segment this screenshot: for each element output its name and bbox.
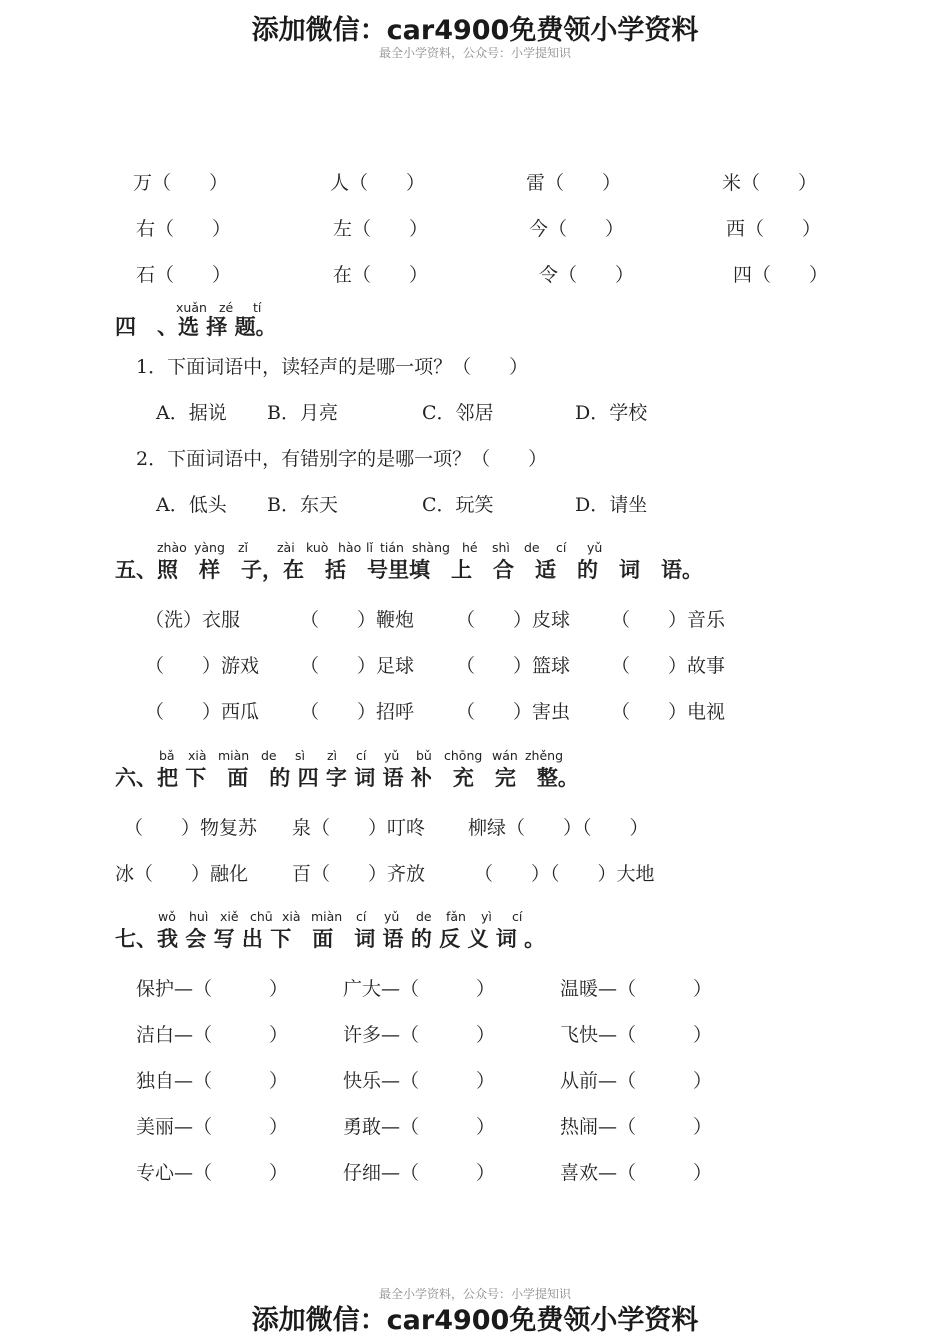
option: B．东天: [267, 494, 338, 516]
idiom-item: （ ）物复苏: [124, 817, 258, 839]
fill-item: （ ）游戏: [145, 655, 260, 677]
fill-item: （ ）故事: [611, 655, 726, 677]
antonym-item: 保护—（ ）: [136, 978, 289, 1000]
char-cell: 雷（ ）: [526, 172, 622, 194]
fill-item: （ ）皮球: [456, 609, 571, 631]
fill-item: （ ）篮球: [456, 655, 571, 677]
watermark-bottom: 添加微信：car4900免费领小学资料: [251, 1305, 699, 1336]
pinyin: zhào: [157, 540, 187, 555]
antonym-item: 洁白—（ ）: [136, 1024, 289, 1046]
pinyin: bǔ: [416, 748, 432, 763]
antonym-item: 热闹—（ ）: [560, 1116, 713, 1138]
pinyin: wán: [492, 748, 518, 763]
option: A．低头: [156, 494, 227, 516]
pinyin: cí: [356, 909, 367, 924]
pinyin: cí: [356, 748, 367, 763]
char-cell: 西（ ）: [726, 218, 822, 240]
pinyin: cí: [512, 909, 523, 924]
char-cell: 今（ ）: [529, 218, 625, 240]
char-cell: 人（ ）: [330, 172, 426, 194]
pinyin: yǔ: [384, 909, 400, 924]
option: C．玩笑: [422, 494, 494, 516]
option: C．邻居: [422, 402, 494, 424]
pinyin: zhěng: [525, 748, 564, 763]
option: D．请坐: [575, 494, 648, 516]
pinyin: fǎn: [446, 909, 466, 924]
pinyin: hé: [462, 540, 478, 555]
antonym-item: 独自—（ ）: [136, 1070, 289, 1092]
char-cell: 在（ ）: [333, 264, 429, 286]
pinyin: xiě: [220, 909, 239, 924]
antonym-item: 温暖—（ ）: [560, 978, 713, 1000]
char-cell: 米（ ）: [722, 172, 818, 194]
pinyin: zǐ: [238, 540, 249, 555]
option: B．月亮: [267, 402, 338, 424]
pinyin: lǐ: [366, 540, 373, 555]
antonym-item: 专心—（ ）: [136, 1162, 289, 1184]
antonym-item: 美丽—（ ）: [136, 1116, 289, 1138]
pinyin: miàn: [218, 748, 250, 763]
pinyin: bǎ: [159, 748, 175, 763]
antonym-item: 从前—（ ）: [560, 1070, 713, 1092]
pinyin: xuǎn: [176, 300, 207, 315]
question-1: 1．下面词语中，读轻声的是哪一项？（ ）: [136, 356, 529, 378]
pinyin: tí: [253, 300, 262, 315]
idiom-item: （ ）（ ）大地: [474, 863, 655, 885]
antonym-item: 飞快—（ ）: [560, 1024, 713, 1046]
fill-item: （ ）西瓜: [145, 701, 260, 723]
pinyin: shàng: [412, 540, 450, 555]
pinyin: yǔ: [384, 748, 400, 763]
antonym-item: 快乐—（ ）: [343, 1070, 496, 1092]
fill-item: （ ）足球: [300, 655, 415, 677]
fill-item: （洗）衣服: [145, 609, 241, 631]
antonym-item: 勇敢—（ ）: [343, 1116, 496, 1138]
option: A．据说: [156, 402, 227, 424]
pinyin: kuò: [306, 540, 329, 555]
pinyin: hào: [338, 540, 362, 555]
idiom-item: 百（ ）齐放: [292, 863, 426, 885]
section-5-title: 五、照 样 子，在 括 号里填 上 合 适 的 词 语。: [115, 558, 703, 582]
pinyin: sì: [295, 748, 305, 763]
char-cell: 四（ ）: [733, 264, 829, 286]
pinyin: chōng: [444, 748, 483, 763]
char-cell: 右（ ）: [136, 218, 232, 240]
watermark-top: 添加微信：car4900免费领小学资料: [251, 15, 699, 46]
header-faint-text: 最全小学资料，公众号：小学提知识: [378, 46, 571, 60]
pinyin: cí: [556, 540, 567, 555]
idiom-item: 柳绿（ ）（ ）: [468, 817, 649, 839]
pinyin: tián: [380, 540, 404, 555]
antonym-item: 喜欢—（ ）: [560, 1162, 713, 1184]
pinyin: miàn: [311, 909, 343, 924]
pinyin: xià: [188, 748, 207, 763]
pinyin: chū: [250, 909, 273, 924]
section-4-title: 四 、选 择 题。: [115, 315, 277, 339]
pinyin: huì: [189, 909, 209, 924]
pinyin: yǔ: [587, 540, 603, 555]
pinyin: wǒ: [158, 909, 176, 924]
question-2: 2．下面词语中，有错别字的是哪一项？（ ）: [136, 448, 548, 470]
antonym-item: 许多—（ ）: [343, 1024, 496, 1046]
footer-faint-text: 最全小学资料，公众号：小学提知识: [378, 1287, 571, 1301]
fill-item: （ ）音乐: [611, 609, 726, 631]
pinyin: zài: [277, 540, 295, 555]
fill-item: （ ）招呼: [300, 701, 415, 723]
pinyin: de: [524, 540, 540, 555]
pinyin: shì: [492, 540, 510, 555]
pinyin: zé: [219, 300, 234, 315]
pinyin: xià: [282, 909, 301, 924]
pinyin: zì: [327, 748, 338, 763]
section-6-title: 六、把 下 面 的 四 字 词 语 补 充 完 整。: [115, 766, 579, 790]
char-cell: 万（ ）: [133, 172, 229, 194]
fill-item: （ ）电视: [611, 701, 726, 723]
char-cell: 左（ ）: [333, 218, 429, 240]
option: D．学校: [575, 402, 648, 424]
antonym-item: 广大—（ ）: [343, 978, 496, 1000]
char-cell: 石（ ）: [136, 264, 232, 286]
antonym-item: 仔细—（ ）: [343, 1162, 496, 1184]
fill-item: （ ）鞭炮: [300, 609, 415, 631]
fill-item: （ ）害虫: [456, 701, 571, 723]
idiom-item: 泉（ ）叮咚: [292, 817, 426, 839]
char-cell: 令（ ）: [539, 264, 635, 286]
section-7-title: 七、我 会 写 出 下 面 词 语 的 反 义 词 。: [115, 927, 546, 951]
idiom-item: 冰（ ）融化: [115, 863, 249, 885]
pinyin: de: [416, 909, 432, 924]
pinyin: yì: [481, 909, 492, 924]
pinyin: yàng: [194, 540, 225, 555]
pinyin: de: [261, 748, 277, 763]
